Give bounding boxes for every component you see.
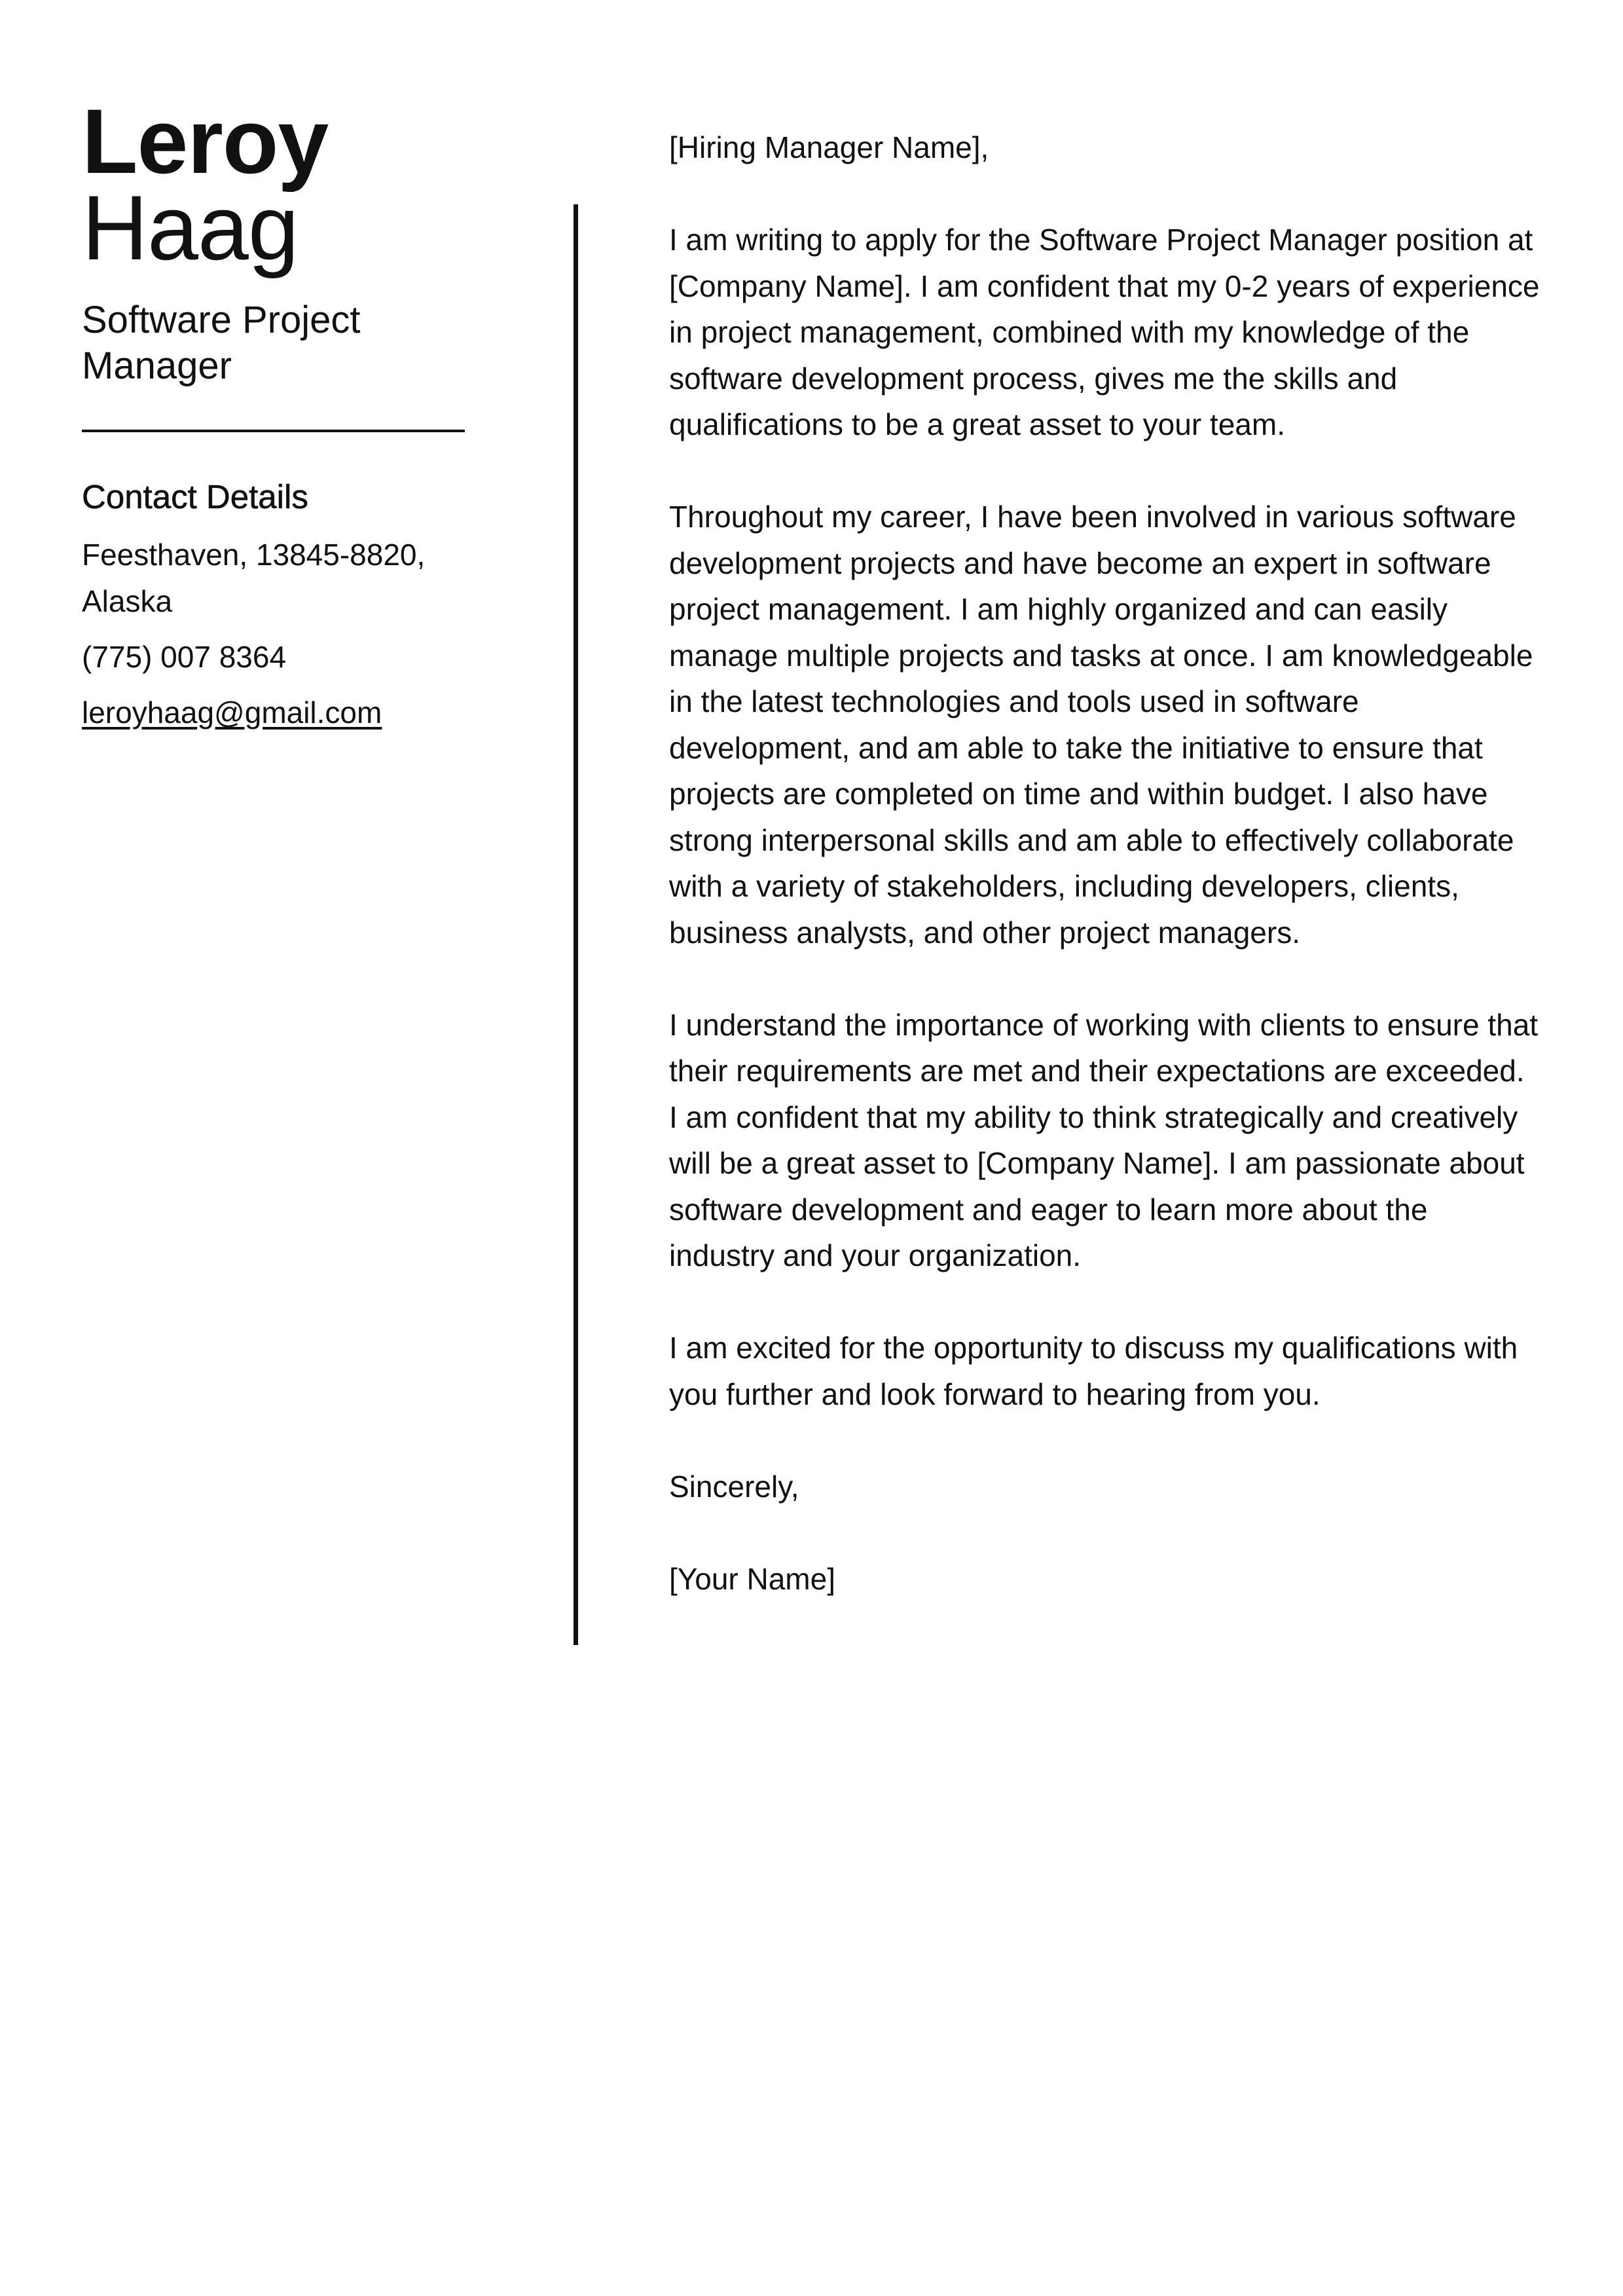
column-divider [574,204,578,1645]
letter-paragraph-4: I am excited for the opportunity to discuss my qualifications with you further and look forward to hearing from you. [669,1331,1518,1411]
header-divider [82,430,465,432]
closing: Sincerely, [669,1469,799,1504]
letter-paragraph-2: Throughout my career, I have been involved in various software development projects and have become an expert in software project management. I am highly organized and can easily manage multiple projects and tasks at once. I am knowledgeable in the latest technologies and tools used in software development, and am able to take the initiative to ensure that projects are completed on time and within budget. I also have strong interpersonal skills and am able to effectively collaborate with a variety of stakeholders, including developers, clients, business analysts, and other project managers. [669,500,1533,950]
contact-phone: (775) 007 8364 [82,640,287,674]
salutation: [Hiring Manager Name], [669,130,989,164]
job-title: Software Project Manager [82,299,361,387]
contact-address: Feesthaven, 13845-8820, Alaska [82,538,426,618]
contact-email-link[interactable]: leroyhaag@gmail.com [82,695,382,730]
letter-paragraph-1: I am writing to apply for the Software Project Manager position at [Company Name]. I am confident that my 0-2 years of experience in project management, combined with my knowledge of the software development process, gives me the skills and qualifications to be a great asset to your team. [669,223,1540,441]
signature: [Your Name] [669,1561,835,1596]
last-name: Haag [82,176,299,279]
first-name: Leroy [82,90,329,193]
contact-heading: Contact Details [82,478,308,515]
letter-body [669,124,1540,1602]
sidebar [82,90,475,736]
letter-paragraph-3: I understand the importance of working with clients to ensure that their requirements are met and their expectations are exceeded. I am confident that my ability to think strategically and creatively will be a great asset to [Company Name]. I am passionate about software development and eager to learn more about the industry and your organization. [669,1007,1539,1272]
